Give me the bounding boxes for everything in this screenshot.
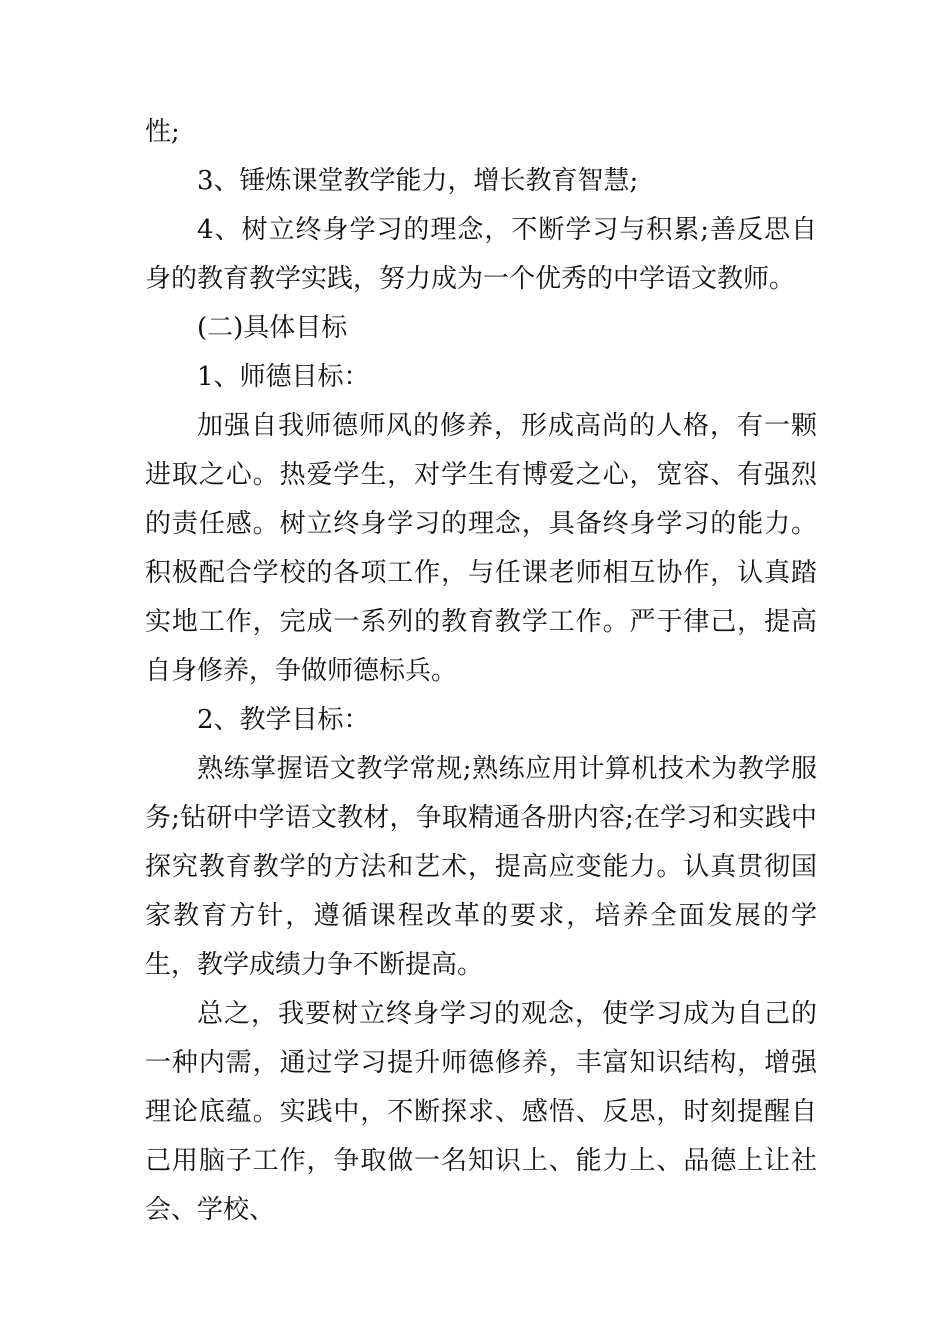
paragraph-item-3: 3、锤炼课堂教学能力，增长教育智慧; <box>197 166 639 196</box>
subheading-ethics-goal: 1、师德目标： <box>197 362 370 392</box>
paragraph-item-4: 4、树立终身学习的理念，不断学习与积累;善反思自身的教育教学实践，努力成为一个优秀的中学语文教师。 <box>145 215 817 294</box>
document-body <box>145 108 817 1235</box>
paragraph-ethics-goal: 加强自我师德师风的修养，形成高尚的人格，有一颗进取之心。热爱学生，对学生有博爱之心，宽容、有强烈的责任感。树立终身学习的理念，具备终身学习的能力。积极配合学校的各项工作，与任课老师相互协作，认真踏实地工作，完成一系列的教育教学工作。严于律己，提高自身修养，争做师德标兵。 <box>145 411 817 686</box>
subheading-teaching-goal: 2、教学目标： <box>197 705 370 735</box>
paragraph-continuation: 性; <box>145 117 180 147</box>
paragraph-teaching-goal: 熟练掌握语文教学常规;熟练应用计算机技术为教学服务;钻研中学语文教材，争取精通各册内容;在学习和实践中探究教育教学的方法和艺术，提高应变能力。认真贯彻国家教育方针，遵循课程改革的要求，培养全面发展的学生，教学成绩力争不断提高。 <box>145 754 817 980</box>
section-heading-specific-goals: (二)具体目标 <box>197 313 348 343</box>
paragraph-summary: 总之，我要树立终身学习的观念，使学习成为自己的一种内需，通过学习提升师德修养，丰富知识结构，增强理论底蕴。实践中，不断探求、感悟、反思，时刻提醒自己用脑子工作，争取做一名知识上、能力上、品德上让社会、学校、 <box>145 999 817 1225</box>
